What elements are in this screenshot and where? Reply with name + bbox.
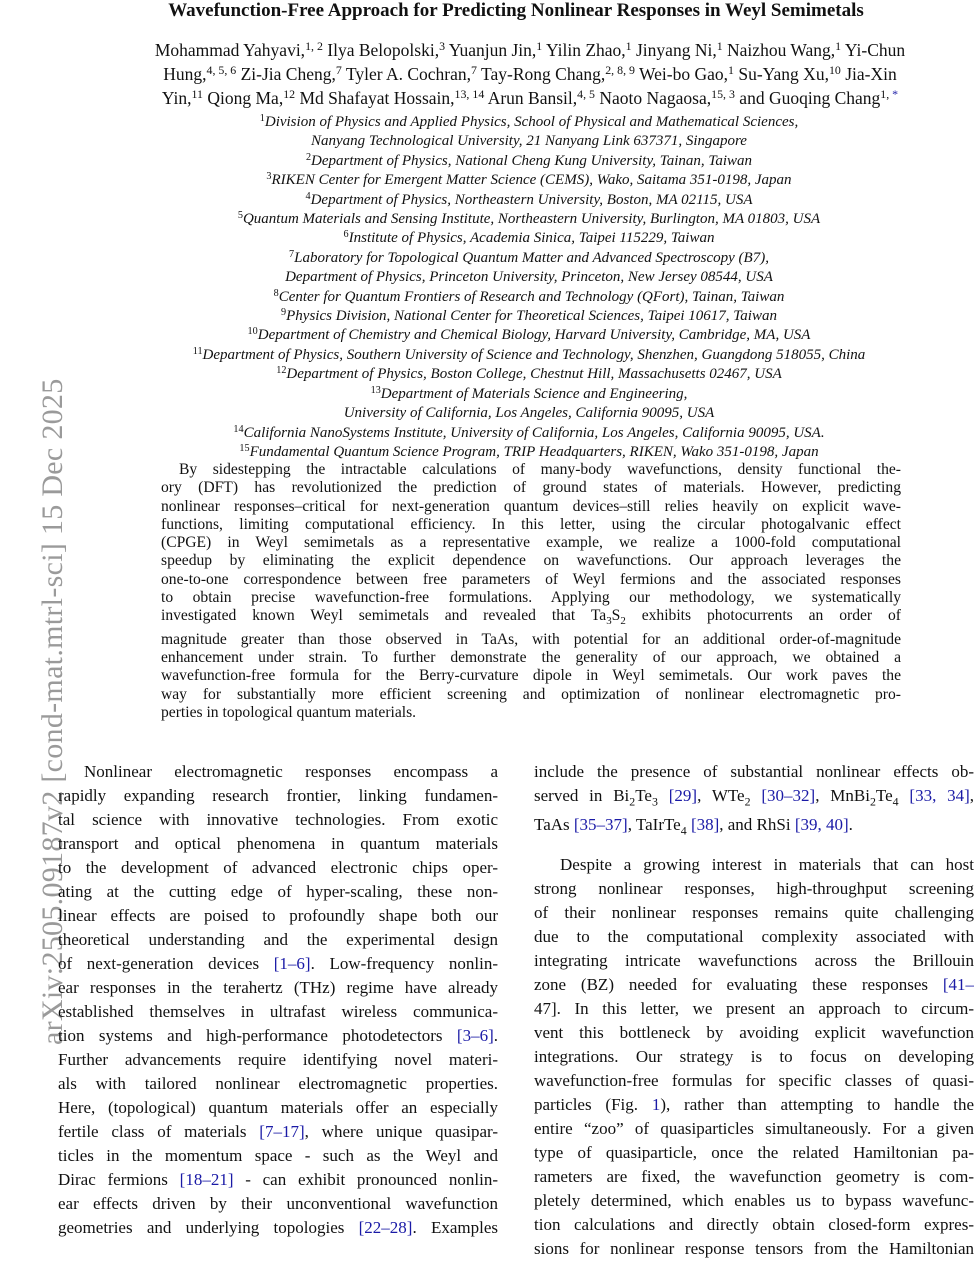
citation-link[interactable]: [7–17]	[259, 1122, 305, 1141]
affiliation-text: Quantum Materials and Sensing Institute, Northeastern University, Burlington, MA 01803, USA	[242, 211, 821, 228]
author-name: Arun Bansil,	[487, 88, 578, 108]
author-name: Yin,	[161, 88, 192, 108]
body-right-column	[534, 760, 974, 1261]
abstract-line: wavefunction-free formula for the Berry-curvature dipole in Weyl semimetals. Our work paves the	[161, 667, 901, 685]
chemical-formula: $MnBi_2Te_4$	[830, 786, 899, 809]
author-name: Md Shafayat Hossain,	[299, 88, 455, 108]
body-text-line: 47]. In this letter, we present an approach to circum-	[534, 998, 974, 1018]
body-text-line: type of quasiparticle, once the related Hamiltonian pa-	[534, 1142, 974, 1162]
affiliation-list	[86, 113, 972, 462]
affiliation-number: 1	[259, 112, 265, 124]
affiliation-number: 4	[305, 190, 311, 202]
abstract-line: nonlinear responses–critical for next-generation quantum devices–still relies heavily on explicit wave-	[161, 497, 901, 515]
citation-link[interactable]: [39, 40]	[794, 815, 849, 835]
corresponding-author-link[interactable]: *	[892, 87, 899, 102]
abstract-line: magnitude greater than those observed in TaAs, with potential for an additional order-of-magnitude	[161, 630, 901, 648]
affiliation-number: 11	[192, 345, 203, 357]
body-text-line: fertile class of materials [7–17], where unique quasipar-	[58, 1122, 498, 1141]
affiliation-line	[86, 210, 972, 229]
abstract-line: functions, limiting computational efficiency. In this letter, using the circular photogalvanic effect	[161, 515, 901, 533]
affiliation-line	[86, 113, 972, 132]
citation-link[interactable]: [18–21]	[179, 1170, 234, 1189]
affiliation-text: Department of Physics, Boston College, Chestnut Hill, Massachusetts 02467, USA	[286, 366, 782, 383]
affiliation-number: 3	[266, 171, 272, 183]
affiliation-text: California NanoSystems Institute, University of California, Los Angeles, California 90095, USA.	[243, 424, 825, 441]
affiliation-line	[86, 385, 972, 404]
affiliation-line	[86, 191, 972, 210]
author-affil-mark: 1	[625, 39, 632, 54]
affiliation-line	[86, 152, 972, 171]
body-text-line: entire “zoo” of quasiparticles simultaneously. For a given	[534, 1118, 974, 1138]
author-affil-mark: 2, 8, 9	[605, 63, 635, 78]
body-text-line: Dirac fermions [18–21] - can exhibit pronounced nonlin-	[58, 1170, 498, 1189]
body-text-line: Nonlinear electromagnetic responses encompass a	[84, 762, 498, 781]
affiliation-line	[86, 229, 972, 248]
author-row	[88, 62, 972, 86]
body-text-line: linear effects are poised to profoundly shape both our	[58, 906, 498, 925]
author-name: and Guoqing Chang	[739, 88, 881, 108]
author-affil-mark: 7	[335, 63, 342, 78]
body-text-line: tion systems and high-performance photodetectors [3–6].	[58, 1026, 498, 1045]
body-text-line: pletely determined, which enables us to bypass wavefunc-	[534, 1190, 974, 1210]
author-affil-mark: 4, 5	[577, 87, 595, 102]
affiliation-number: 12	[276, 365, 287, 377]
paragraph-materials-examples	[534, 760, 974, 843]
affiliation-text: Department of Chemistry and Chemical Biology, Harvard University, Cambridge, MA, USA	[257, 327, 811, 344]
body-text-line: of next-generation devices [1–6]. Low-frequency nonlin-	[58, 954, 499, 973]
body-text-line: Despite a growing interest in materials that can host	[560, 854, 974, 874]
arxiv-sidebar-stamp	[0, 0, 69, 1200]
citation-link[interactable]: [29]	[668, 786, 698, 805]
abstract-line: way for substantially more efficient screening and optimization of nonlinear electromagnetic pro-	[161, 685, 901, 703]
body-text-line: Further advancements require identifying novel materi-	[58, 1050, 498, 1069]
arxiv-identifier: arXiv:2505.09187v2 [cond-mat.mtrl-sci] 15 Dec 2025	[36, 378, 69, 1045]
body-text-line: tion calculations and directly obtain closed-form expres-	[534, 1214, 974, 1234]
body-text-line: due to the computational complexity associated with	[534, 926, 974, 946]
affiliation-line	[86, 171, 972, 190]
body-text-line: strong nonlinear responses, high-throughput screening	[534, 878, 974, 898]
affiliation-text: Department of Physics, Northeastern University, Boston, MA 02115, USA	[310, 191, 753, 208]
abstract-line: ory (DFT) has revolutionized the prediction of ground states of materials. However, predicting	[161, 479, 901, 497]
body-text-line: particles (Fig. 1), rather than attempting to handle the	[534, 1094, 974, 1114]
abstract-line: perties in topological quantum materials.	[161, 703, 417, 721]
abstract-line: investigated known Weyl semimetals and revealed that $Ta_3S_2$ exhibits photocurrents an order of	[161, 607, 901, 628]
citation-link[interactable]: [22–28]	[358, 1218, 413, 1237]
affiliation-number: 5	[237, 209, 243, 221]
body-text-line: wavefunction-free formulas for specific classes of quasi-	[534, 1070, 974, 1090]
affiliation-line	[86, 346, 972, 365]
citation-link[interactable]: [3–6]	[456, 1026, 494, 1045]
abstract-line: (CPGE) in Weyl semimetals as a representative example, we realize a 1000-fold computational	[161, 534, 901, 552]
affiliation-number: 13	[370, 384, 381, 396]
body-text-line: ticles in the momentum space - such as the Weyl and	[58, 1146, 498, 1165]
body-text-line: TaAs [35–37], TaIrTe$_4$ [38], and RhSi [39, 40].	[534, 815, 853, 838]
abstract-line: to obtain precise wavefunction-free formulations. Applying our methodology, we systematically	[161, 589, 901, 607]
figure-link[interactable]: 1	[651, 1094, 661, 1114]
affiliation-line	[86, 424, 972, 443]
affiliation-number: 9	[281, 306, 287, 318]
abstract	[161, 461, 901, 722]
abstract-line: enhancement under strain. To further demonstrate the generality of our approach, we obtained a	[161, 649, 901, 667]
author-name: Ilya Belopolski,	[327, 40, 440, 60]
affiliation-line	[86, 249, 972, 268]
affiliation-number: 10	[247, 326, 258, 338]
affiliation-number: 7	[289, 248, 295, 260]
citation-link[interactable]: [35–37]	[573, 815, 628, 835]
author-list	[88, 38, 972, 110]
body-text-line: sions for nonlinear response tensors from the Hamiltonian	[534, 1238, 974, 1258]
citation-link[interactable]: [38]	[690, 815, 720, 835]
author-affil-mark: 1	[835, 39, 842, 54]
body-text-line: integrations. Our strategy is to focus on developing	[534, 1046, 974, 1066]
author-name: Mohammad Yahyavi,	[154, 40, 306, 60]
body-text-line: include the presence of substantial nonlinear effects ob-	[534, 762, 974, 781]
body-text-line: ear responses in the terahertz (THz) regime have already	[58, 978, 498, 997]
affiliation-text: Fundamental Quantum Science Program, TRIP Headquarters, RIKEN, Wako 351-0198, Japan	[249, 443, 819, 460]
author-affil-mark: 10	[828, 63, 841, 78]
affiliation-text: Nanyang Technological University, 21 Nanyang Link 637371, Singapore	[311, 133, 747, 150]
body-text-line: served in $Bi_2Te_3$ [29], WTe$_2$ [30–32], $MnBi_2Te_4$ [33, 34],	[534, 786, 974, 809]
author-name: Zi-Jia Cheng,	[240, 64, 336, 84]
body-text-line: theoretical understanding and the experimental design	[58, 930, 498, 949]
author-name: Tay-Rong Chang,	[481, 64, 606, 84]
body-text-line: of their nonlinear responses remains quite challenging	[534, 902, 974, 922]
author-name: Jinyang Ni,	[636, 40, 717, 60]
body-text-line: transport and optical phenomena in quantum materials	[58, 834, 498, 853]
author-affil-mark: 12	[283, 87, 296, 102]
citation-link[interactable]: [1–6]	[273, 954, 311, 973]
affiliation-text: Division of Physics and Applied Physics, School of Physical and Mathematical Sciences,	[264, 114, 799, 130]
affiliation-text: Physics Division, National Center for Theoretical Sciences, Taipei 10617, Taiwan	[286, 308, 777, 325]
abstract-line: one-to-one correspondence between free parameters of Weyl fermions and the associated responses	[161, 570, 901, 588]
author-affil-mark: 1	[716, 39, 723, 54]
citation-link[interactable]: [41–	[942, 974, 974, 994]
affiliation-line	[86, 404, 972, 423]
author-affil-mark: 3	[439, 39, 446, 54]
body-text-line: integrating intricate wavefunctions across the Brillouin	[534, 950, 974, 970]
body-text-line: zone (BZ) needed for evaluating these responses [41–	[534, 974, 974, 994]
author-row	[88, 86, 972, 110]
body-text-line: als with tailored nonlinear electromagnetic properties.	[58, 1074, 498, 1093]
chemical-formula: TaIrTe$_4$	[635, 815, 687, 838]
paragraph-gap	[534, 843, 974, 853]
affiliation-text: RIKEN Center for Emergent Matter Science (CEMS), Wako, Saitama 351-0198, Japan	[271, 172, 792, 189]
affiliation-number: 14	[233, 423, 244, 435]
author-name: Wei-bo Gao,	[639, 64, 729, 84]
author-name: Jia-Xin	[845, 64, 897, 84]
affiliation-text: Department of Physics, National Cheng Kung University, Tainan, Taiwan	[311, 152, 753, 169]
body-text-line: to the development of advanced electronic chips oper-	[58, 858, 498, 877]
author-affil-mark: 1	[536, 39, 543, 54]
author-name: Qiong Ma,	[207, 88, 284, 108]
author-affil-mark: 4, 5, 6	[206, 63, 237, 78]
abstract-line: By sidestepping the intractable calculations of many-body wavefunctions, density functional the-	[179, 461, 901, 478]
citation-link[interactable]: [30–32]	[761, 786, 816, 805]
author-affil-mark: 1,	[880, 87, 893, 102]
affiliation-line	[86, 288, 972, 307]
affiliation-number: 6	[343, 229, 349, 241]
author-affil-mark: 11	[191, 87, 203, 102]
paragraph-approach	[534, 853, 974, 1261]
author-affil-mark: 1	[728, 63, 734, 78]
affiliation-text: Institute of Physics, Academia Sinica, Taipei 115229, Taiwan	[348, 230, 715, 247]
affiliation-line	[86, 132, 972, 151]
chemical-formula: $Ta_3S_2$	[590, 607, 626, 628]
body-text-line: vent this bottleneck by avoiding explicit wavefunction	[534, 1022, 974, 1042]
author-name: Yilin Zhao,	[545, 40, 626, 60]
author-affil-mark: 1, 2	[305, 39, 323, 54]
author-affil-mark: 7	[471, 63, 477, 78]
chemical-formula: WTe$_2$	[711, 786, 751, 809]
affiliation-text: University of California, Los Angeles, California 90095, USA	[343, 405, 715, 422]
abstract-line: speedup by eliminating the explicit dependence on wavefunctions. Our approach leverages the	[161, 552, 901, 570]
body-text-line: ear effects driven by their unconventional wavefunction	[58, 1194, 498, 1213]
author-name: Yi-Chun	[844, 40, 906, 60]
body-text-line: rameters are fixed, the wavefunction geometry is com-	[534, 1166, 974, 1186]
affiliation-text: Laboratory for Topological Quantum Matter and Advanced Spectroscopy (B7),	[294, 249, 769, 266]
affiliation-text: Center for Quantum Frontiers of Research and Technology (QFort), Tainan, Taiwan	[278, 288, 785, 305]
chemical-formula: $Bi_2Te_3$	[613, 786, 658, 809]
author-name: Naizhou Wang,	[727, 40, 836, 60]
body-text-line: geometries and underlying topologies [22–28]. Examples	[58, 1218, 498, 1237]
author-name: Tyler A. Cochran,	[345, 64, 472, 84]
author-name: Yuanjun Jin,	[448, 40, 537, 60]
author-name: Hung,	[163, 64, 207, 84]
affiliation-number: 8	[273, 287, 279, 299]
author-name: Naoto Nagaosa,	[599, 88, 712, 108]
affiliation-line	[86, 326, 972, 345]
body-text-line: established themselves in ultrafast wireless communica-	[58, 1002, 498, 1021]
affiliation-line	[86, 443, 972, 462]
author-row	[88, 38, 972, 62]
paper-title: Wavefunction-Free Approach for Predicting Nonlinear Responses in Weyl Semimetals	[168, 0, 864, 21]
body-left-column	[58, 760, 498, 1240]
affiliation-line	[86, 365, 972, 384]
affiliation-line	[86, 268, 972, 287]
citation-link[interactable]: [33, 34]	[909, 786, 970, 805]
body-text-line: rapidly expanding research frontier, linking fundamen-	[58, 786, 498, 805]
affiliation-number: 2	[305, 151, 312, 163]
affiliation-text: Department of Physics, Princeton University, Princeton, New Jersey 08544, USA	[285, 269, 773, 286]
author-affil-mark: 15, 3	[711, 87, 735, 102]
body-text-line: tal science with innovative technologies. From exotic	[58, 810, 498, 829]
body-text-line: Here, (topological) quantum materials offer an especially	[58, 1098, 498, 1117]
affiliation-line	[86, 307, 972, 326]
affiliation-text: Department of Physics, Southern University of Science and Technology, Shenzhen, Guangdong 518055, China	[202, 346, 866, 363]
body-text-line: ating at the cutting edge of hyper-scaling, these non-	[58, 882, 498, 901]
affiliation-number: 15	[239, 442, 250, 454]
affiliation-text: Department of Materials Science and Engineering,	[380, 385, 688, 402]
author-name: Su-Yang Xu,	[738, 64, 829, 84]
author-affil-mark: 13, 14	[454, 87, 485, 102]
